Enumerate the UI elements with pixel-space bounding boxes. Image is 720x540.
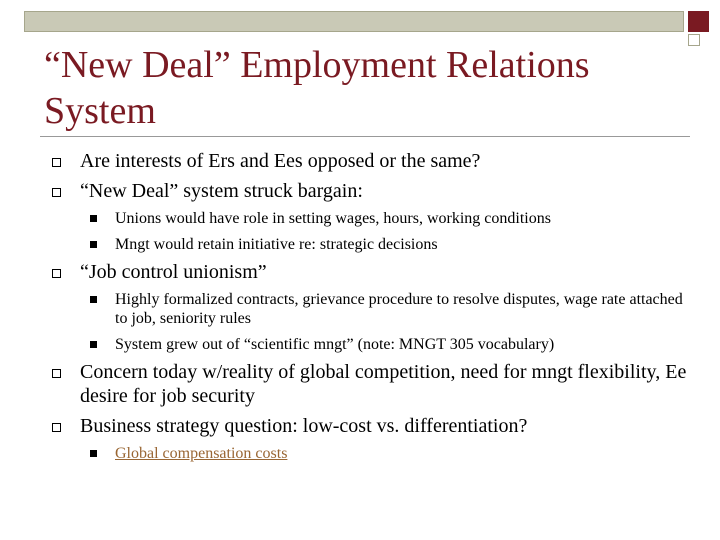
sub-bullet-list (44, 209, 694, 254)
sub-bullet-list (44, 444, 694, 463)
sub-bullet-item (44, 290, 694, 328)
decorative-accent-square (688, 11, 709, 32)
bullet-item (44, 149, 694, 173)
hollow-square-bullet-icon (52, 369, 61, 378)
bullet-text: Concern today w/reality of global competition, need for mngt flexibility, Ee desire for job security (80, 361, 687, 407)
sub-bullet-list (44, 290, 694, 354)
filled-square-bullet-icon (90, 450, 97, 457)
slide-title: “New Deal” Employment Relations System (44, 44, 590, 132)
filled-square-bullet-icon (90, 296, 97, 303)
filled-square-bullet-icon (90, 241, 97, 248)
bullet-list (44, 149, 694, 463)
bullet-item (44, 414, 694, 463)
bullet-text: Are interests of Ers and Ees opposed or the same? (80, 150, 481, 172)
decorative-top-bar (24, 11, 684, 32)
global-compensation-costs-link[interactable]: Global compensation costs (115, 445, 288, 462)
sub-bullet-item (44, 444, 694, 463)
bullet-item (44, 260, 694, 354)
bullet-item (44, 360, 694, 408)
title-divider (40, 136, 690, 137)
filled-square-bullet-icon (90, 341, 97, 348)
hollow-square-bullet-icon (52, 158, 61, 167)
hollow-square-bullet-icon (52, 269, 61, 278)
bullet-item (44, 179, 694, 254)
sub-bullet-text: Highly formalized contracts, grievance procedure to resolve disputes, wage rate attached to job, seniority rules (115, 291, 683, 327)
sub-bullet-text: Mngt would retain initiative re: strategic decisions (115, 236, 438, 253)
sub-bullet-item (44, 235, 694, 254)
sub-bullet-text: Unions would have role in setting wages, hours, working conditions (115, 210, 551, 227)
sub-bullet-item (44, 209, 694, 228)
decorative-outline-square (688, 34, 700, 46)
bullet-text: Business strategy question: low-cost vs. differentiation? (80, 415, 528, 437)
sub-bullet-text: System grew out of “scientific mngt” (note: MNGT 305 vocabulary) (115, 336, 555, 353)
hollow-square-bullet-icon (52, 188, 61, 197)
sub-bullet-item (44, 335, 694, 354)
bullet-text: “Job control unionism” (80, 261, 267, 283)
slide-body (44, 149, 694, 470)
filled-square-bullet-icon (90, 215, 97, 222)
hollow-square-bullet-icon (52, 423, 61, 432)
bullet-text: “New Deal” system struck bargain: (80, 180, 363, 202)
